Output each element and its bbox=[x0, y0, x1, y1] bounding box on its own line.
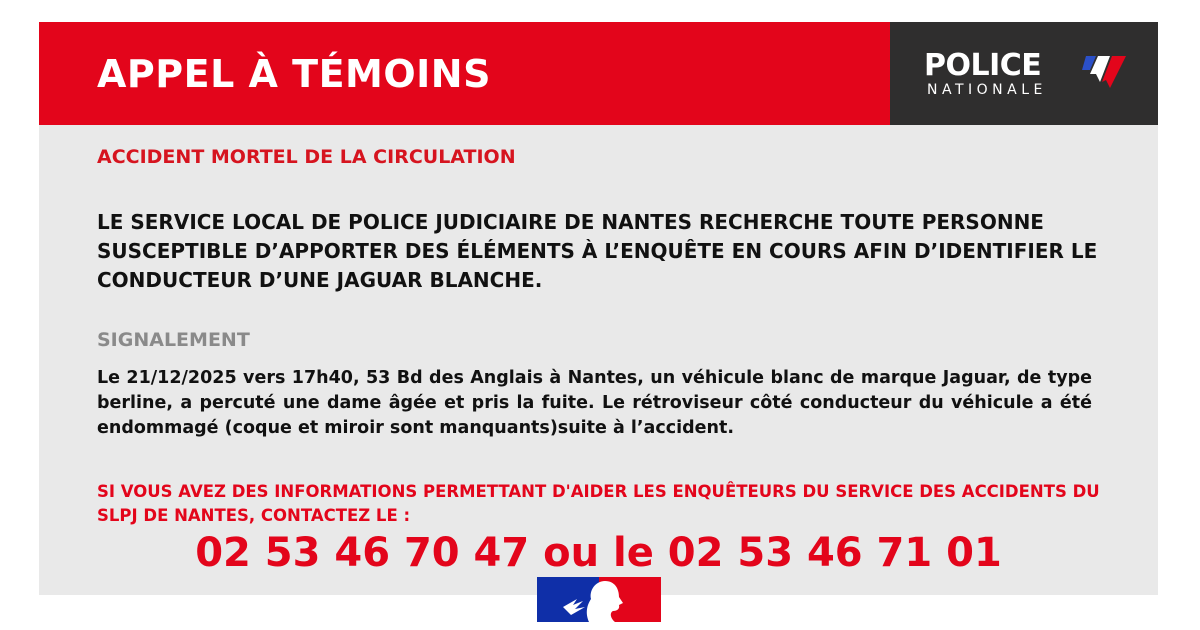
lead-text: LE SERVICE LOCAL DE POLICE JUDICIAIRE DE NANTES RECHERCHE TOUTE PERSONNE SUSCEPTIBLE D’APPORTER DES ÉLÉMENTS À L’ENQUÊTE EN COURS AFIN D’IDENTIFIER LE CONDUCTEUR D’UNE JAGUAR BLANCHE. bbox=[97, 210, 1098, 292]
call-to-action: SI VOUS AVEZ DES INFORMATIONS PERMETTANT D'AIDER LES ENQUÊTEURS DU SERVICE DES ACCIDENTS DU SLPJ DE NANTES, CONTACTEZ LE : bbox=[97, 482, 1100, 525]
logo-text-police: POLICE bbox=[924, 48, 1042, 83]
marianne-logo bbox=[537, 577, 661, 622]
phone-numbers: 02 53 46 70 47 ou le 02 53 46 71 01 bbox=[195, 530, 1002, 576]
header-banner bbox=[39, 22, 890, 125]
appeal-card bbox=[39, 22, 1158, 595]
signalement-text: Le 21/12/2025 vers 17h40, 53 Bd des Anglais à Nantes, un véhicule blanc de marque Jaguar, de type berline, a percuté une dame âgée et pris la fuite. Le rétroviseur côté conducteur du véhicule a été endommagé (coque et miroir sont manquants)suite à l’accident. bbox=[97, 368, 1092, 438]
logo-text-nationale: NATIONALE bbox=[927, 82, 1047, 98]
police-nationale-logo bbox=[890, 22, 1158, 125]
page-title: APPEL À TÉMOINS bbox=[97, 52, 491, 96]
signalement-heading: SIGNALEMENT bbox=[97, 329, 250, 351]
subtitle: ACCIDENT MORTEL DE LA CIRCULATION bbox=[97, 146, 516, 168]
tricolor-wing-icon bbox=[1080, 52, 1130, 92]
